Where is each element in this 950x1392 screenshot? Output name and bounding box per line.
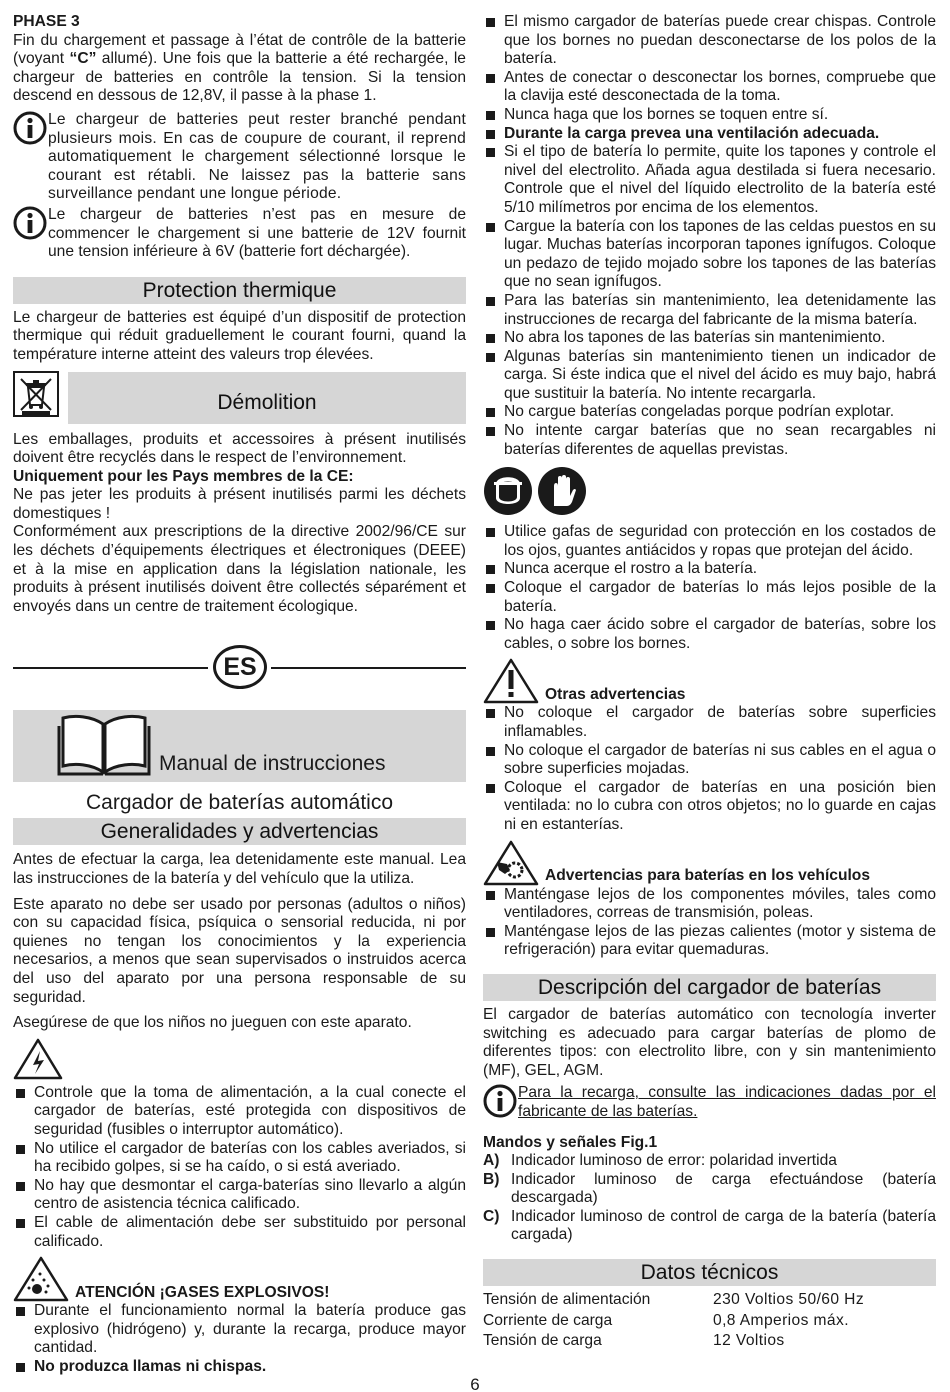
control-item-b [483,1171,936,1208]
intro-text-3: Asegúrese de que los niños no jueguen con este aparato. [13,1014,412,1032]
list-item: No haga caer ácido sobre el cargador de baterías, sobre los cables, o sobre los bornes. [483,616,936,653]
description-info-note [483,1084,936,1121]
demolition-text-1: Les emballages, produits et accessoires à présent inutilisés doivent être recyclés dans le respect de l’environnement. [13,430,466,467]
manual-banner [13,710,466,782]
list-item: Cargue la batería con los tapones de las celdas puestos en su lugar. Muchas baterías incorporan tapones ignífugos. Coloque un pedazo de tejido mojado sobre los tapones de las baterías que no sean ignífugos. [483,218,936,292]
control-item-c [483,1208,936,1245]
other-warnings-heading [483,658,936,704]
info-note-1-text: Le chargeur de batteries peut rester branché pendant plusieurs mois. En cas de coupure de courant, il reprend automatiquement le chargement sélectionné lorsque le courant est rétabli. Ne laissez pas la batterie sans surveillance pendant une longue période. [48,110,466,203]
phase-text: Fin du chargement et passage à l’état de contrôle de la batterie (voyant “C” allumé). Une fois que la batterie a été rechargée, le chargeur de batteries en contrôle la tension. Si la tension descend en dessous de 12,8V, il passe à la phase 1. [13,31,466,105]
list-item: No produzca llamas ni chispas. [13,1358,466,1377]
list-item: No hay que desmontar el carga-baterías sino llevarlo a algún centro de asistencia técnica calificado. [13,1177,466,1214]
info-note-2 [13,206,466,262]
description-info-text: Para la recarga, consulte las indicaciones dadas por el fabricante de las baterías. [518,1084,936,1120]
list-item: No cargue baterías congeladas porque podrían explotar. [483,403,936,422]
language-divider [13,638,466,698]
divider-line-left [13,667,208,669]
protection-text: Le chargeur de batteries est équipé d’un dispositif de protection thermique qui réduit graduellement le courant fourni, quand la température interne atteint des valeurs trop élevées. [13,308,466,363]
info-note-1 [13,111,466,204]
controls-title: Mandos y señales Fig.1 [483,1133,658,1151]
list-item: Manténgase lejos de los componentes móviles, tales como ventiladores, correas de transmisión, poleas. [483,886,936,923]
control-desc: Indicador luminoso de control de carga de la batería (batería cargada) [511,1207,936,1244]
list-item: El mismo cargador de baterías puede crear chispas. Controle que los bornes no puedan desconectarse de los polos de la batería. [483,13,936,69]
list-item: Coloque el cargador de baterías lo más lejos posible de la batería. [483,579,936,616]
list-item: Manténgase lejos de las piezas calientes (motor y sistema de refrigeración) para evitar quemaduras. [483,923,936,960]
ppe-warnings-list [483,523,936,653]
explosive-gas-list [13,1302,466,1376]
gloves-icon [537,466,587,516]
moving-parts-hazard-icon [483,840,539,886]
demolition-heading-area [13,371,466,427]
vehicle-warnings-title: Advertencias para baterías en los vehículos [545,866,871,884]
divider-line-right [271,667,466,669]
demolition-text-2: Ne pas jeter les produits à présent inutilisés parmi les déchets domestiques ! [13,486,466,522]
demolition-text-3: Conformément aux prescriptions de la directive 2002/96/CE sur les déchets d’équipements électriques et électroniques (DEEE) et à la mise en application dans la législation nationale, les produits à présent inutilisés doivent être collectés séparément et envoyés dans un centre de traitement écologique. [13,523,466,615]
phase-title: PHASE 3 [13,13,80,30]
list-item: Algunas baterías sin mantenimiento tienen un indicador de carga. Si éste indica que el nivel del ácido es muy bajo, habrá que sustituir la batería. No intente recargarla. [483,348,936,404]
control-key: C) [483,1207,500,1225]
right-column [483,13,936,1351]
ppe-icons [483,466,936,516]
description-text: El cargador de baterías automático con tecnología inverter switching es adecuado para cargar baterías de plomo de diferentes tipos: con electrolito libre, con y sin mantenimiento (MF), GEL, AGM. [483,1005,936,1079]
list-item: Para las baterías sin mantenimiento, lea detenidamente las instrucciones de recarga del fabricante de la misma batería. [483,292,936,329]
control-key: B) [483,1170,500,1188]
description-heading: Descripción del cargador de baterías [483,974,936,1001]
list-item: No utilice el cargador de baterías con los cables averiados, si ha recibido golpes, si se ha caído, o si está averiado. [13,1140,466,1177]
page-number: 6 [470,1375,480,1392]
tech-data-heading: Datos técnicos [483,1259,936,1286]
tech-value: 12 Voltios [713,1332,785,1350]
charging-warnings-list [483,13,936,459]
list-item: Coloque el cargador de baterías en una posición bien ventilada: no lo cubra con otros objetos; no lo guarde en cajas ni en estanterías. [483,779,936,835]
tech-label: Tensión de carga [483,1332,602,1350]
info-icon [13,111,47,145]
demolition-eu-heading: Uniquement pour les Pays membres de la CE: [13,467,354,485]
control-desc: Indicador luminoso de carga efectuándose (batería descargada) [511,1170,936,1207]
language-badge-es: ES [213,645,267,689]
warning-exclamation-icon [483,658,539,704]
list-item: Antes de conectar o desconectar los bornes, compruebe que la clavija esté desconectada de la toma. [483,69,936,106]
electrical-warnings-list [13,1084,466,1251]
list-item: Controle que la toma de alimentación, a la cual conecte el cargador de baterías, esté protegida con dispositivos de seguridad (fusibles o interruptor automático). [13,1084,466,1140]
list-item: No abra los tapones de las baterías sin mantenimiento. [483,329,936,348]
tech-data-table [483,1291,936,1351]
electric-hazard-icon [13,1038,63,1080]
tech-label: Corriente de carga [483,1311,613,1329]
info-icon [483,1084,517,1118]
manual-book-icon [57,712,151,778]
other-warnings-list [483,704,936,834]
tech-value: 0,8 Amperios máx. [713,1311,849,1329]
tech-label: Tensión de alimentación [483,1291,651,1309]
list-item: Si el tipo de batería lo permite, quite los tapones y controle el nivel del electrolito. Añada agua destilada si fuera necesario. Controle que el nivel del líquido electrolito de la batería esté 5/10 milímetros por encima de los elementos. [483,143,936,217]
protection-heading: Protection thermique [13,277,466,304]
demolition-heading: Démolition [68,372,466,424]
info-icon [13,206,47,240]
intro-text-1: Antes de efectuar la carga, lea detenidamente este manual. Lea las instrucciones de la batería y del vehículo que la utiliza. [13,851,466,888]
list-item: Nunca haga que los bornes se toquen entre sí. [483,106,936,125]
vehicle-warnings-heading [483,840,936,886]
explosive-hazard-icon [13,1256,69,1302]
control-desc: Indicador luminoso de error: polaridad invertida [511,1152,837,1170]
list-item: Durante el funcionamiento normal la batería produce gas explosivo (hidrógeno) y, durante la recarga, produce mayor cantidad. [13,1302,466,1358]
product-title: Cargador de baterías automático [85,791,393,815]
face-shield-icon [483,466,533,516]
control-item-a [483,1152,936,1171]
intro-text-2: Este aparato no debe ser usado por personas (adultos o niños) con su capacidad física, psíquica o sensorial reducida, ni por quienes no tengan los conocimientos y la experiencia necesarios, a menos que sean supervisados o instruidos acerca del uso del aparato por una persona responsable de su seguridad. [13,895,466,1006]
general-heading: Generalidades y advertencias [13,818,466,845]
explosive-gas-title: ATENCIÓN ¡GASES EXPLOSIVOS! [75,1283,330,1301]
list-item: Durante la carga prevea una ventilación adecuada. [483,125,936,144]
list-item: No intente cargar baterías que no sean recargables ni baterías diferentes de aquellas previstas. [483,422,936,459]
list-item: Nunca acerque el rostro a la batería. [483,560,936,579]
list-item: No coloque el cargador de baterías ni sus cables en el agua o sobre superficies mojadas. [483,742,936,779]
list-item: Utilice gafas de seguridad con protección en los costados de los ojos, guantes antiácidos y ropas que protejan del ácido. [483,523,936,560]
vehicle-warnings-list [483,886,936,960]
other-warnings-title: Otras advertencias [545,685,686,703]
manual-title: Manual de instrucciones [159,752,386,776]
weee-bin-icon [13,371,59,417]
info-note-2-text: Le chargeur de batteries n’est pas en mesure de commencer le chargement si une batterie de 12V fournit une tension inférieure à 6V (batterie fort déchargée). [48,205,466,261]
left-column [13,13,466,1377]
list-item: No coloque el cargador de baterías sobre superficies inflamables. [483,704,936,741]
tech-value: 230 Voltios 50/60 Hz [713,1291,865,1309]
control-key: A) [483,1152,500,1170]
explosive-gas-heading [13,1256,466,1302]
list-item: El cable de alimentación debe ser substituido por personal calificado. [13,1214,466,1251]
